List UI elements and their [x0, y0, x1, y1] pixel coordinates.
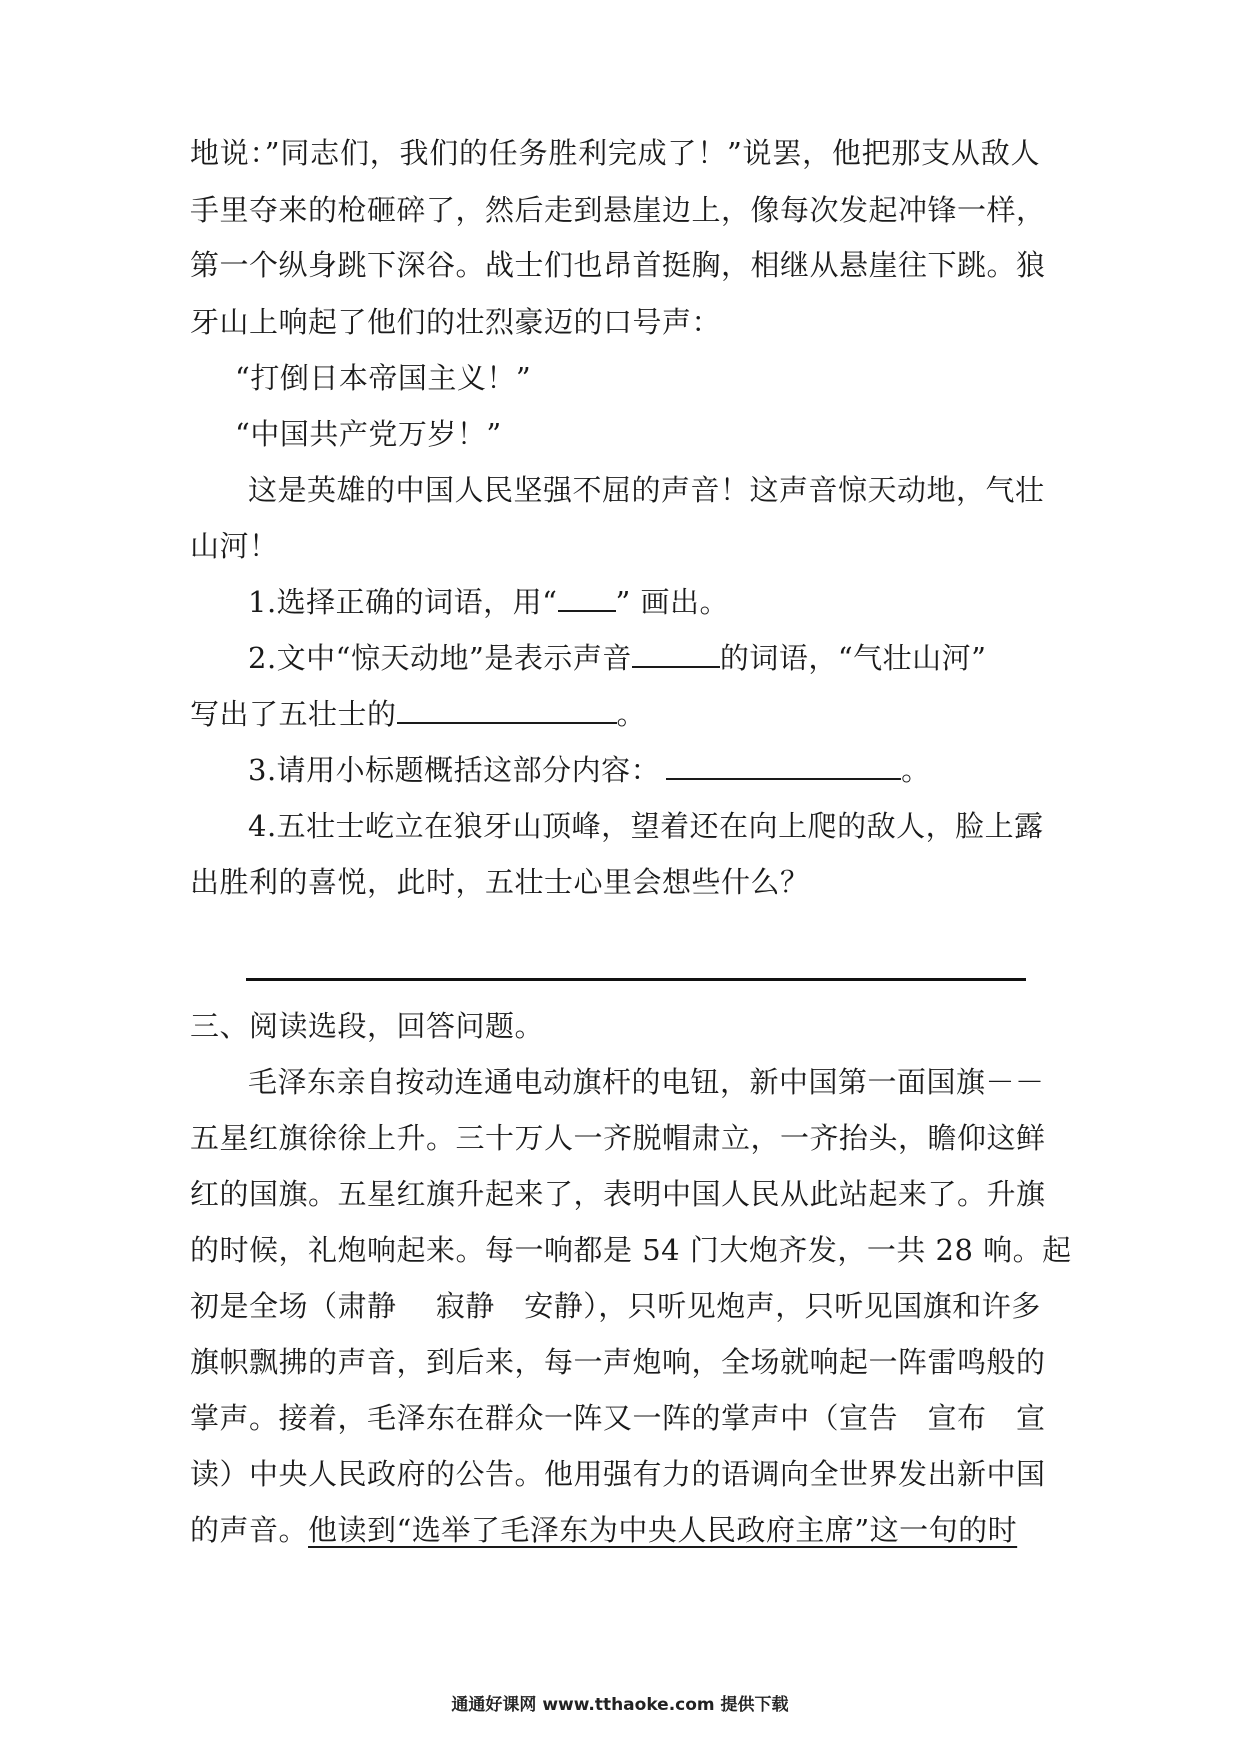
answer-line-q4[interactable]: [246, 978, 1026, 981]
section-3-line-5: 初是全场（肃静 寂静 安静），只听见炮声，只听见国旗和许多: [190, 1289, 1041, 1323]
answer-blank-sound[interactable]: [632, 638, 720, 668]
passage-line-1: 地说：”同志们，我们的任务胜利完成了！”说罢，他把那支从敌人: [190, 136, 1040, 170]
section-3-line-7: 掌声。接着，毛泽东在群众一阵又一阵的掌声中（宣告 宣布 宣: [190, 1401, 1046, 1435]
section-3-line-6: 旗帜飘拂的声音，到后来，每一声炮响，全场就响起一阵雷鸣般的: [190, 1345, 1046, 1379]
question-4-line-2: 出胜利的喜悦，此时，五壮士心里会想些什么？: [190, 865, 810, 899]
section-3-line-8: 读）中央人民政府的公告。他用强有力的语调向全世界发出新中国: [190, 1457, 1046, 1491]
section-3-line-1: 毛泽东亲自按动连通电动旗杆的电钮，新中国第一面国旗－－: [248, 1065, 1045, 1099]
conclusion-line-1: 这是英雄的中国人民坚强不屈的声音！这声音惊天动地，气壮: [248, 473, 1045, 507]
slogan-2: “中国共产党万岁！”: [235, 417, 502, 451]
passage-line-4: 牙山上响起了他们的壮烈豪迈的口号声：: [190, 305, 722, 339]
question-2-line-2: 写出了五壮士的 。: [190, 694, 646, 734]
section-3-line-3: 红的国旗。五星红旗升起来了，表明中国人民从此站起来了。升旗: [190, 1177, 1046, 1211]
section-3-line-2: 五星红旗徐徐上升。三十万人一齐脱帽肃立，一齐抬头，瞻仰这鲜: [190, 1121, 1046, 1155]
section-3-line-4: 的时候，礼炮响起来。每一响都是 54 门大炮齐发，一共 28 响。起: [190, 1233, 1072, 1267]
question-2: 2.文中“惊天动地”是表示声音 的词语，“气壮山河”: [248, 638, 986, 678]
question-4-line-1: 4.五壮士屹立在狼牙山顶峰，望着还在向上爬的敌人，脸上露: [248, 809, 1044, 843]
passage-line-3: 第一个纵身跳下深谷。战士们也昂首挺胸，相继从悬崖往下跳。狼: [190, 248, 1046, 282]
conclusion-line-2: 山河！: [190, 529, 279, 563]
underlined-sentence: 他读到“选举了毛泽东为中央人民政府主席”这一句的时: [308, 1513, 1018, 1547]
section-3-line-9: 的声音。他读到“选举了毛泽东为中央人民政府主席”这一句的时: [190, 1513, 1018, 1547]
footer-credit: 通通好课网 www.tthaoke.com 提供下载: [451, 1695, 789, 1715]
question-1: 1.选择正确的词语，用“ ” 画出。: [248, 582, 729, 622]
underline-sample: [558, 582, 616, 612]
passage-line-2: 手里夺来的枪砸碎了，然后走到悬崖边上，像每次发起冲锋一样，: [190, 193, 1046, 227]
answer-blank-spirit[interactable]: [397, 694, 617, 724]
answer-blank-subtitle[interactable]: [666, 750, 901, 780]
question-3: 3.请用小标题概括这部分内容： 。: [248, 750, 931, 790]
section-3-heading: 三、阅读选段，回答问题。: [190, 1009, 545, 1043]
slogan-1: “打倒日本帝国主义！”: [235, 361, 532, 395]
